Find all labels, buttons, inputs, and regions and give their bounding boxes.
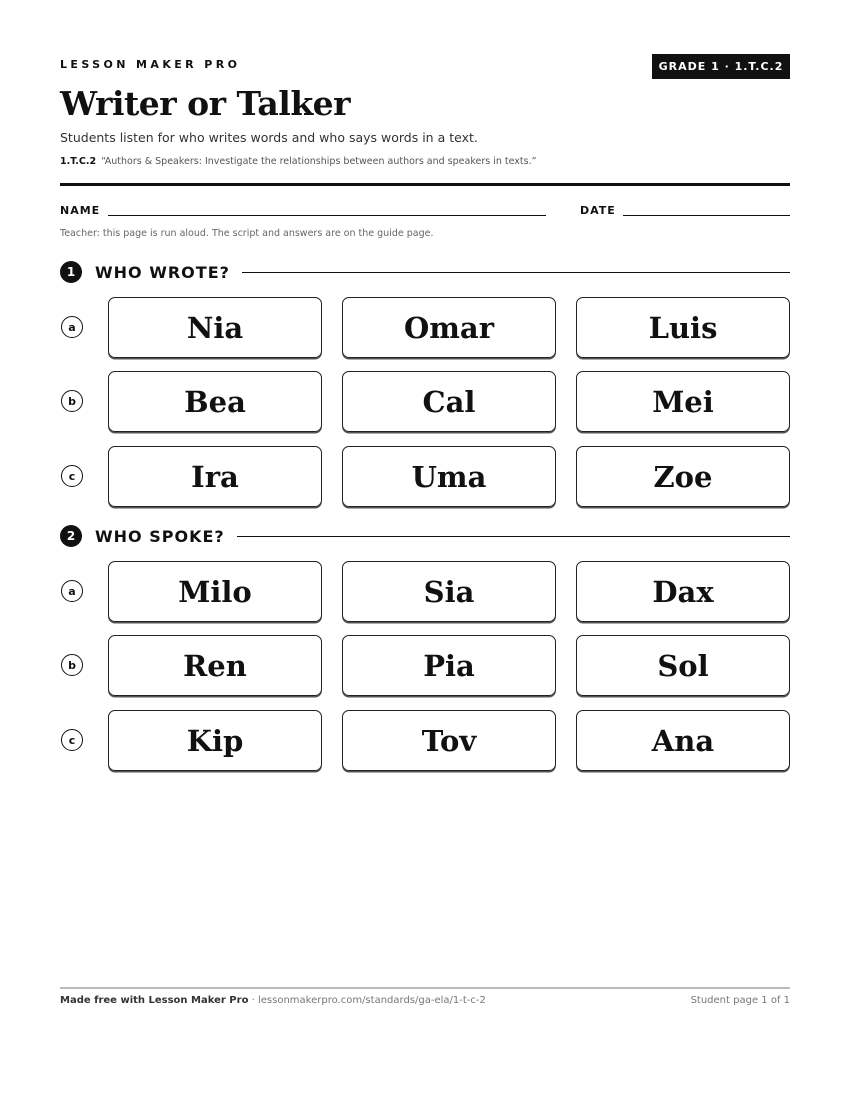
section-divider	[237, 536, 790, 537]
row-letter: a	[61, 316, 83, 338]
standard-text: “Authors & Speakers: Investigate the relationships between authors and speakers in texts.”	[101, 156, 537, 167]
name-card[interactable]: Kip	[108, 710, 322, 771]
name-card[interactable]: Nia	[108, 297, 322, 358]
brand-name: LESSON MAKER PRO	[60, 58, 241, 71]
header-divider	[60, 183, 790, 186]
section-title: WHO WROTE?	[95, 262, 230, 282]
footer-divider	[60, 987, 790, 989]
question-row	[60, 446, 790, 508]
name-card[interactable]: Milo	[108, 561, 322, 622]
name-card[interactable]: Zoe	[576, 446, 790, 507]
row-letter: c	[61, 465, 83, 487]
section-who-wrote	[60, 260, 790, 284]
date-field[interactable]	[623, 215, 790, 216]
name-card[interactable]: Dax	[576, 561, 790, 622]
standard-code: 1.T.C.2	[60, 156, 97, 167]
name-card[interactable]: Uma	[342, 446, 556, 507]
name-card[interactable]: Sol	[576, 635, 790, 696]
question-row	[60, 710, 790, 772]
name-field[interactable]	[108, 215, 546, 216]
question-row	[60, 561, 790, 623]
standard-line	[60, 156, 537, 167]
name-card[interactable]: Ira	[108, 446, 322, 507]
page-subtitle: Students listen for who writes words and who says words in a text.	[60, 130, 478, 145]
footer-credit	[60, 995, 486, 1006]
section-number: 1	[60, 261, 82, 283]
name-card[interactable]: Ren	[108, 635, 322, 696]
page-title: Writer or Talker	[60, 84, 351, 123]
section-who-spoke	[60, 524, 790, 548]
name-label: NAME	[60, 204, 101, 217]
name-card[interactable]: Omar	[342, 297, 556, 358]
name-card[interactable]: Tov	[342, 710, 556, 771]
name-card[interactable]: Ana	[576, 710, 790, 771]
name-card[interactable]: Luis	[576, 297, 790, 358]
section-number: 2	[60, 525, 82, 547]
section-divider	[242, 272, 790, 273]
grade-badge: GRADE 1 · 1.T.C.2	[652, 54, 790, 79]
name-card[interactable]: Mei	[576, 371, 790, 432]
question-row	[60, 371, 790, 433]
footer-made-with: Made free with Lesson Maker Pro	[60, 995, 249, 1006]
row-letter: a	[61, 580, 83, 602]
name-card[interactable]: Cal	[342, 371, 556, 432]
row-letter: c	[61, 729, 83, 751]
footer-url[interactable]: · lessonmakerpro.com/standards/ga-ela/1-t-c-2	[248, 995, 486, 1006]
row-letter: b	[61, 654, 83, 676]
name-card[interactable]: Pia	[342, 635, 556, 696]
name-card[interactable]: Bea	[108, 371, 322, 432]
question-row	[60, 635, 790, 697]
teacher-note: Teacher: this page is run aloud. The script and answers are on the guide page.	[60, 228, 434, 239]
name-card[interactable]: Sia	[342, 561, 556, 622]
question-row	[60, 297, 790, 359]
date-label: DATE	[580, 204, 616, 217]
row-letter: b	[61, 390, 83, 412]
footer-page-number: Student page 1 of 1	[690, 995, 790, 1006]
section-title: WHO SPOKE?	[95, 526, 225, 546]
